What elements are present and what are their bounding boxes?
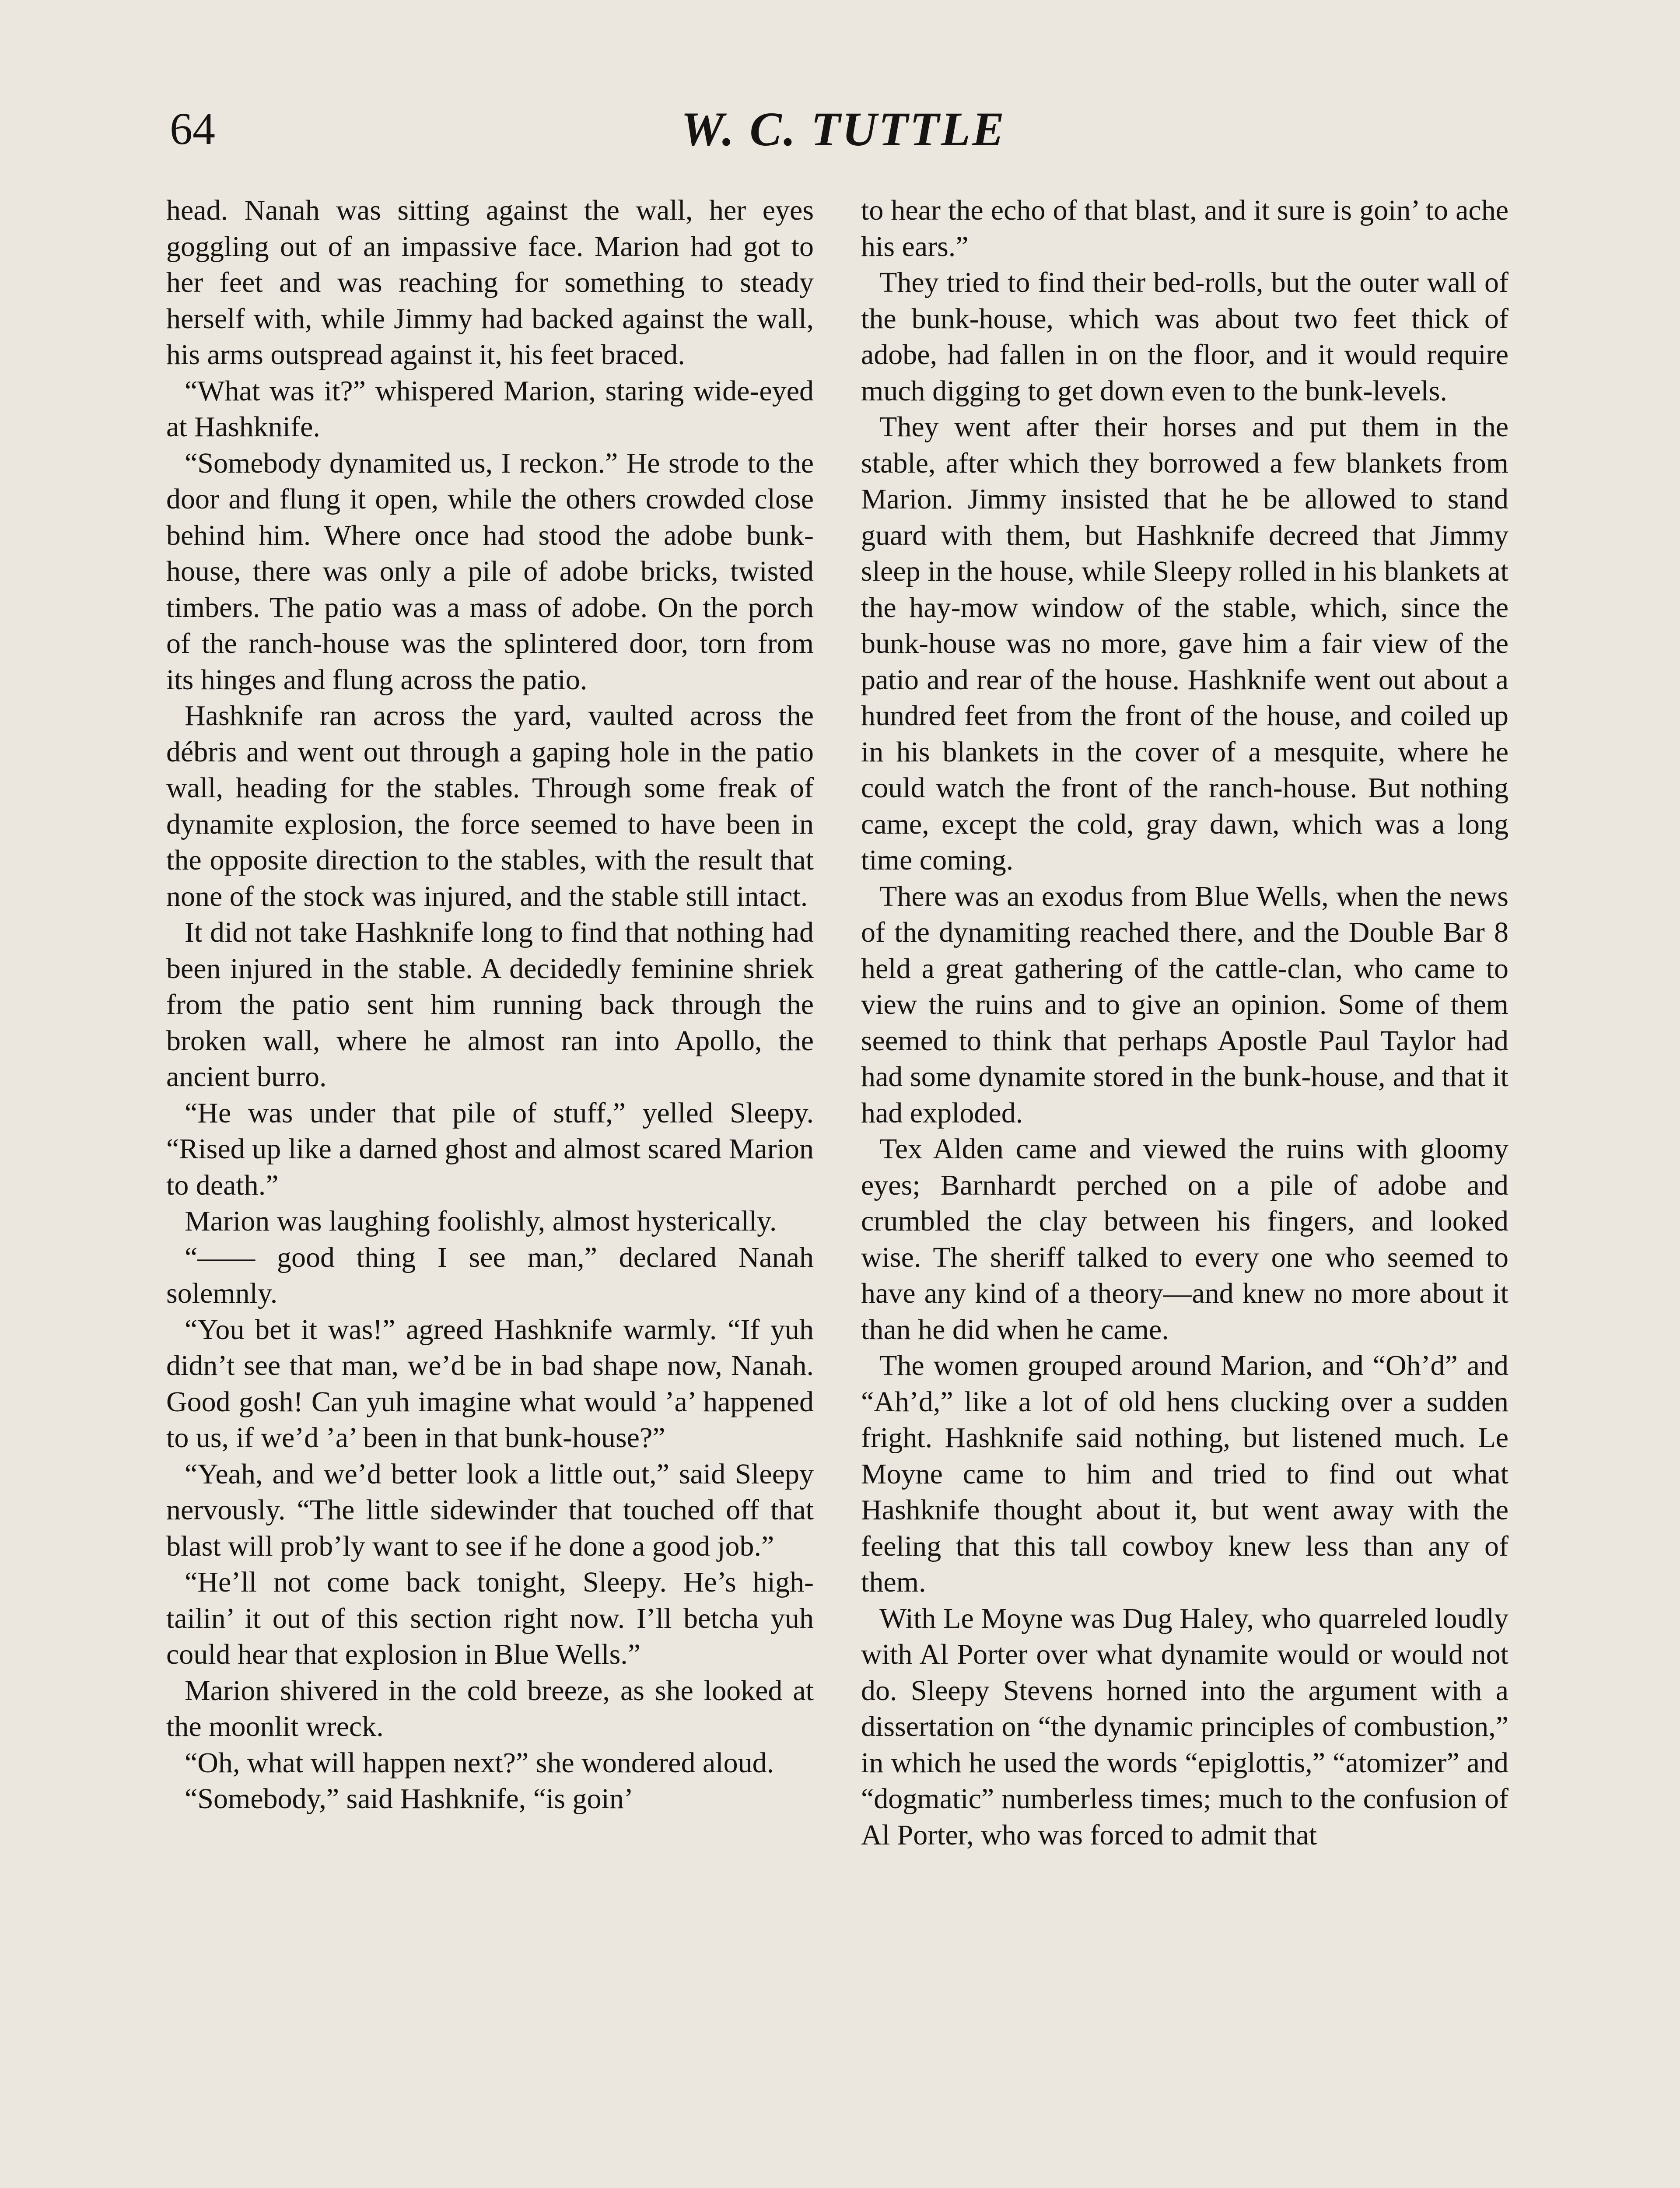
right-column: [861, 193, 1508, 1853]
paragraph: Tex Alden came and viewed the ruins with gloomy eyes; Barnhardt perched on a pile of adobe and crumbled the clay between his fingers, and looked wise. The sheriff talked to every one who seemed to have any kind of a theory—and knew no more about it than he did when he came.: [861, 1133, 1508, 1346]
paragraph: Marion was laughing foolishly, almost hysterically.: [185, 1205, 777, 1237]
paragraph: Marion shivered in the cold breeze, as she looked at the moonlit wreck.: [166, 1674, 814, 1743]
paragraph: “Somebody dynamited us, I reckon.” He strode to the door and flung it open, while the others crowded close behind him. Where once had stood the adobe bunk-house, there was only a pile of adobe bricks, twisted timbers. The patio was a mass of adobe. On the porch of the ranch-house was the splintered door, torn from its hinges and flung across the patio.: [166, 447, 814, 696]
paragraph: “What was it?” whispered Marion, staring wide-eyed at Hashknife.: [166, 375, 814, 443]
paragraph: They went after their horses and put them in the stable, after which they borrowed a few blankets from Marion. Jimmy insisted that he be allowed to stand guard with them, but Hashknife decreed that Jimmy sleep in the house, while Sleepy rolled in his blankets at the hay-mow window of the stable, which, since the bunk-house was no more, gave him a fair view of the patio and rear of the house. Hashknife went out about a hundred feet from the front of the house, and coiled up in his blankets in the cover of a mesquite, where he could watch the front of the ranch-house. But nothing came, except the cold, gray dawn, which was a long time coming.: [861, 411, 1508, 876]
left-column: [166, 193, 814, 1817]
paragraph: to hear the echo of that blast, and it sure is goin’ to ache his ears.”: [861, 194, 1508, 263]
paragraph: “You bet it was!” agreed Hashknife warmly. “If yuh didn’t see that man, we’d be in bad shape now, Nanah. Good gosh! Can yuh imagine what would ’a’ happened to us, if we’d ’a’ been in that bunk-house?”: [166, 1313, 814, 1454]
paragraph: “Somebody,” said Hashknife, “is goin’: [185, 1783, 634, 1815]
paragraph: “He was under that pile of stuff,” yelled Sleepy. “Rised up like a darned ghost and almost scared Marion to death.”: [166, 1097, 814, 1201]
paragraph: “He’ll not come back tonight, Sleepy. He’s high-tailin’ it out of this section right now. I’ll betcha yuh could hear that explosion in Blue Wells.”: [166, 1566, 814, 1670]
running-title: W. C. TUTTLE: [681, 102, 1006, 156]
paragraph: It did not take Hashknife long to find that nothing had been injured in the stable. A decidedly feminine shriek from the patio sent him running back through the broken wall, where he almost ran into Apollo, the ancient burro.: [166, 916, 814, 1093]
paragraph: With Le Moyne was Dug Haley, who quarreled loudly with Al Porter over what dynamite would or would not do. Sleepy Stevens horned into the argument with a dissertation on “the dynamic principles of combustion,” in which he used the words “epiglottis,” “atomizer” and “dogmatic” numberless times; much to the confusion of Al Porter, who was forced to admit that: [861, 1602, 1508, 1851]
page-header: [170, 103, 1517, 164]
paragraph: “—— good thing I see man,” declared Nanah solemnly.: [166, 1241, 814, 1309]
page-number: 64: [170, 104, 215, 154]
paragraph: “Oh, what will happen next?” she wondered aloud.: [185, 1746, 774, 1779]
paragraph: There was an exodus from Blue Wells, when the news of the dynamiting reached there, and the Double Bar 8 held a great gathering of the cattle-clan, who came to view the ruins and to give an opinion. Some of them seemed to think that perhaps Apostle Paul Taylor had had some dynamite stored in the bunk-house, and that it had exploded.: [861, 880, 1508, 1129]
paragraph: head. Nanah was sitting against the wall, her eyes goggling out of an impassive face. Marion had got to her feet and was reaching for something to steady herself with, while Jimmy had backed against the wall, his arms outspread against it, his feet braced.: [166, 194, 814, 371]
paragraph: “Yeah, and we’d better look a little out,” said Sleepy nervously. “The little sidewinder that touched off that blast will prob’ly want to see if he done a good job.”: [166, 1458, 814, 1562]
paragraph: They tried to find their bed-rolls, but the outer wall of the bunk-house, which was about two feet thick of adobe, had fallen in on the floor, and it would require much digging to get down even to the bunk-levels.: [861, 266, 1508, 407]
paragraph: Hashknife ran across the yard, vaulted across the débris and went out through a gaping hole in the patio wall, heading for the stables. Through some freak of dynamite explosion, the force seemed to have been in the opposite direction to the stables, with the result that none of the stock was injured, and the stable still intact.: [166, 700, 814, 912]
paragraph: The women grouped around Marion, and “Oh’d” and “Ah’d,” like a lot of old hens clucking over a sudden fright. Hashknife said nothing, but listened much. Le Moyne came to him and tried to find out what Hashknife thought about it, but went away with the feeling that this tall cowboy knew less than any of them.: [861, 1350, 1508, 1598]
